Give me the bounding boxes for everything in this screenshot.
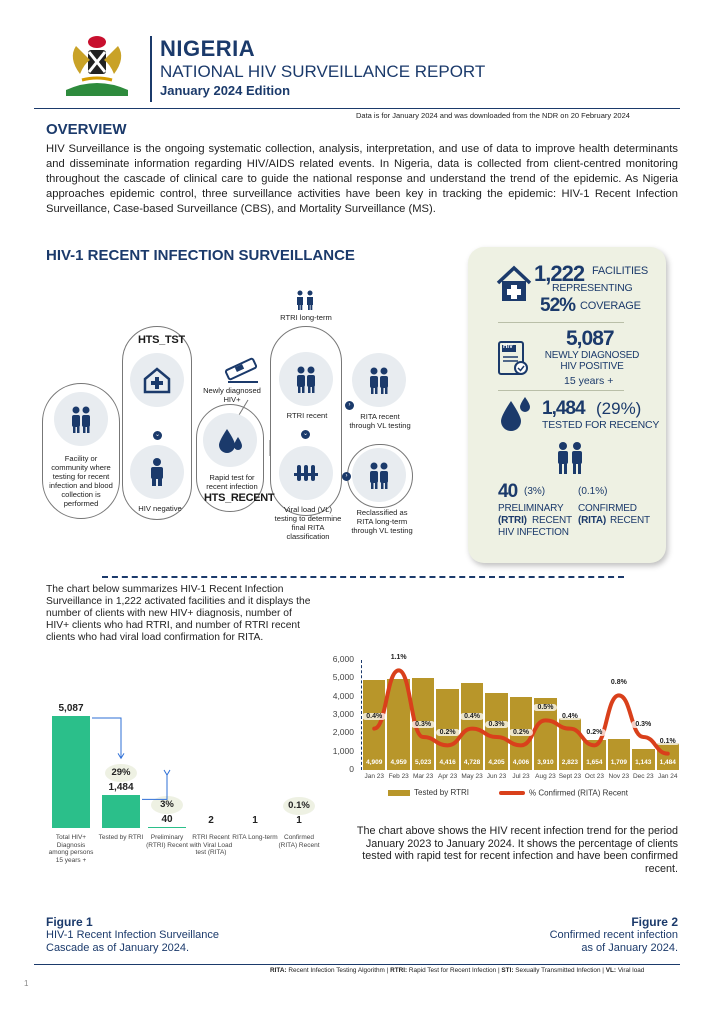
facilities-label: FACILITIES: [592, 265, 649, 277]
figure-2-caption: [500, 929, 678, 955]
trend-bar-label: 4,416: [439, 759, 456, 766]
figure-2-caption-line1: Confirmed recent infection: [549, 929, 678, 941]
x-tick-label: Aug 23: [535, 773, 556, 780]
y-tick-label: 0: [349, 764, 354, 774]
person-icon: [130, 445, 184, 499]
trend-bar-label: 5,023: [415, 759, 432, 766]
trend-line-label: 0.4%: [362, 713, 386, 720]
footer-rule: [34, 964, 680, 965]
chart-summary-text: The chart below summarizes HIV-1 Recent Infection Surveillance in 1,222 activated facilities and it displays the number of clients with new HIV+ diagnosis, number of HIV+ clients who had RTRI, and number of RTRI recent clients who had viral load confirmation for RITA.: [46, 584, 311, 643]
x-tick-label: Mar 23: [413, 773, 434, 780]
facility-text: Facility or community where testing for recent infection and blood collection is performed: [49, 454, 113, 508]
rita-recent-percent: (0.1%): [578, 486, 608, 497]
y-tick-label: 1,000: [332, 745, 354, 756]
cascade-connector-arrows: [40, 690, 330, 870]
age-label: 15 years +: [564, 375, 614, 387]
header-rule: [34, 108, 680, 109]
couple-reclassified-icon: [352, 448, 406, 502]
representing-label: REPRESENTING: [552, 282, 633, 294]
rtri-label-preliminary: PRELIMINARY: [498, 503, 564, 514]
trend-line-label: 0.3%: [411, 721, 435, 728]
cascade-category-label: Confirmed (RITA) Recent: [278, 834, 320, 849]
x-tick-label: May 23: [461, 773, 483, 780]
x-tick-label: Jun 23: [486, 773, 507, 780]
trend-bar-label: 3,910: [537, 759, 554, 766]
tested-label: TESTED FOR RECENCY: [542, 419, 660, 431]
figure-1-caption-line2: Cascade as of January 2024.: [46, 942, 190, 954]
recent-infection-heading: HIV-1 RECENT INFECTION SURVEILLANCE: [46, 247, 355, 264]
cascade-percent-badge: 0.1%: [283, 797, 315, 815]
trend-line-label: 0.3%: [485, 721, 509, 728]
section-divider: [102, 576, 624, 578]
newly-diagnosed-text: Newly diagnosed HIV+: [203, 386, 261, 404]
trend-combo-chart: [332, 652, 682, 804]
figure-2-title: Figure 2: [631, 915, 678, 929]
y-tick-label: 4,000: [332, 690, 354, 701]
rtri-label-infection: HIV INFECTION: [498, 527, 569, 538]
rita-recent-text: RITA recent through VL testing: [349, 412, 411, 430]
newly-diagnosed-number: 5,087: [566, 327, 614, 350]
rtri-recent-number: 40: [498, 481, 518, 502]
abbr-rita: RITA:: [270, 967, 287, 974]
trend-line-label: 0.4%: [460, 713, 484, 720]
report-country-title: NIGERIA: [160, 36, 256, 61]
report-title: NATIONAL HIV SURVEILLANCE REPORT: [160, 62, 486, 81]
chevron-right-icon: ›: [345, 401, 354, 410]
y-tick-label: 2,000: [332, 727, 354, 738]
trend-line-label: 0.8%: [607, 679, 631, 686]
facility-icon: [496, 265, 532, 303]
rita-label-abbr: (RITA): [578, 515, 607, 526]
trend-bar-label: 4,728: [463, 759, 481, 766]
facilities-number: 1,222: [534, 261, 585, 286]
trend-line-label: 0.2%: [436, 729, 460, 736]
page-number: 1: [24, 979, 29, 988]
y-tick-label: 3,000: [332, 709, 354, 719]
hiv-negative-text: HIV negative: [138, 504, 182, 513]
trend-line-label: 0.5%: [533, 704, 557, 711]
trend-line-label: 0.2%: [509, 729, 533, 736]
trend-line-label: 0.4%: [558, 713, 582, 720]
abbr-sti: STI:: [501, 967, 514, 974]
blood-drops-icon: [498, 395, 532, 433]
legend-label-bar: Tested by RTRI: [414, 788, 469, 798]
chevron-right-icon: ›: [342, 472, 351, 481]
stats-divider: [498, 322, 624, 323]
cascade-percent-badge: 29%: [105, 764, 137, 782]
cascade-value-label: 1: [252, 814, 258, 826]
rtri-recent-text: RTRI recent: [286, 411, 328, 420]
abbr-rita-def: Recent Infection Testing Algorithm: [288, 967, 385, 974]
report-edition: January 2024 Edition: [160, 83, 291, 98]
rtri-recent-percent: (3%): [524, 486, 546, 497]
cascade-category-label: RITA Long-term: [232, 834, 278, 841]
trend-bar-label: 1,484: [659, 759, 676, 766]
trend-bar-label: 1,143: [635, 759, 652, 766]
abbr-sti-def: Sexually Transmitted Infection: [515, 967, 601, 974]
test-tubes-icon: [279, 446, 333, 500]
trend-bar-label: 4,205: [488, 759, 505, 766]
legend-label-line: % Confirmed (RITA) Recent: [528, 788, 628, 798]
hts-recent-label: HTS_RECENT: [204, 492, 275, 504]
cascade-percent-badge: 3%: [151, 796, 183, 814]
rtri-label-recent: RECENT: [532, 515, 572, 526]
tested-number: 1,484: [542, 398, 585, 419]
trend-bar-label: 2,823: [561, 759, 579, 766]
cascade-value-label: 1: [296, 814, 302, 826]
figure-1-caption: [46, 929, 219, 955]
overview-text: HIV Surveillance is the ongoing systematic collection, analysis, interpretation, and use of data to improve health determinants and disseminate information regarding HIV/AIDS related events. In Nigeria, data is collected from client-centred monitoring throughout the cascade of clinical care to guide the national response and understand the trend of the epidemic. As Nigeria approaches epidemic control, three surveillance activities have been key in tracking the epidemic: HIV-1 Recent Infection Surveillance, Case-based Surveillance (CBS), and Mortality Surveillance (MS).: [46, 143, 678, 215]
key-stats-panel: [468, 247, 666, 563]
rapid-test-text: Rapid test for recent infection: [206, 473, 258, 491]
reclassified-text: Reclassified as RITA long-term through VL testing: [351, 508, 413, 535]
trend-bar-label: 4,006: [512, 759, 530, 766]
hts-tst-label: HTS_TST: [138, 334, 185, 346]
trend-line-label: 1.1%: [387, 654, 411, 661]
abbreviations-footer: RITA: Recent Infection Testing Algorithm | RTRI: Rapid Test for Recent Infection | STI: Sexually Transmitted Infection | VL: Viral load: [270, 967, 645, 974]
cascade-category-label: Preliminary (RTRI) Recent: [146, 834, 188, 849]
trend-bar-label: 4,959: [390, 759, 407, 766]
chevron-down-icon: ⌄: [302, 431, 309, 437]
chevron-down-icon: ⌄: [154, 432, 161, 438]
overview-heading: OVERVIEW: [46, 121, 127, 138]
clinic-icon: [130, 353, 184, 407]
trend-bar-label: 4,909: [366, 759, 383, 766]
trend-line-label: 0.3%: [631, 721, 655, 728]
y-tick-label: 5,000: [332, 672, 354, 683]
coverage-label: COVERAGE: [580, 300, 641, 312]
legend-swatch-bar: [388, 790, 410, 796]
x-tick-label: Oct 23: [584, 773, 604, 780]
rtri-label-abbr: (RTRI): [498, 515, 527, 526]
rita-label-recent: RECENT: [610, 515, 650, 526]
trend-line-label: 0.1%: [656, 738, 680, 745]
cascade-category-label: RTRI Recent with Viral Load test (RITA): [189, 834, 233, 856]
tested-percent: (29%): [596, 399, 642, 418]
y-tick-label: 6,000: [332, 654, 354, 664]
couple-recent-icon: [279, 352, 333, 406]
cascade-value-label: 40: [161, 814, 173, 826]
couple-longterm-icon: [293, 290, 317, 315]
trend-bar-label: 1,709: [610, 759, 627, 766]
coverage-percent: 52%: [540, 295, 576, 316]
couple-rita-icon: [352, 353, 406, 407]
x-tick-label: Dec 23: [632, 773, 654, 780]
abbr-vl: VL:: [605, 967, 617, 974]
cascade-value-label: 5,087: [58, 703, 84, 714]
cascade-bar-chart: [40, 690, 330, 870]
trend-bar-label: 1,654: [586, 759, 603, 766]
data-source-note: Data is for January 2024 and was downloaded from the NDR on 20 February 2024: [356, 111, 630, 120]
figure-1-title: Figure 1: [46, 915, 93, 929]
cascade-value-label: 1,484: [108, 782, 134, 794]
connector-arrow: [142, 774, 167, 799]
coat-of-arms-logo: [58, 32, 136, 102]
stats-divider: [498, 390, 624, 391]
newly-diagnosed-label: NEWLY DIAGNOSED HIV POSITIVE: [544, 350, 640, 372]
x-tick-label: Nov 23: [608, 773, 630, 780]
trend-line-label: 0.2%: [582, 729, 606, 736]
blood-drops-icon: [203, 413, 257, 467]
cascade-category-label: Tested by RTRI: [98, 834, 144, 841]
x-tick-label: Feb 23: [388, 773, 409, 780]
couple-icon: [54, 392, 108, 446]
rita-label-confirmed: CONFIRMED: [578, 503, 637, 514]
x-tick-label: Sept 23: [558, 773, 582, 780]
connector-arrow: [92, 718, 121, 757]
chart-legend: [388, 788, 668, 800]
abbr-vl-def: Viral load: [617, 967, 645, 974]
abbr-rtri: RTRI:: [390, 967, 408, 974]
confirmed-percent-line: [332, 652, 682, 804]
rtri-longterm-text: RTRI long-term: [280, 313, 332, 322]
cascade-value-label: 2: [208, 814, 214, 826]
abbr-rtri-def: Rapid Test for Recent Infection: [408, 967, 497, 974]
legend-swatch-line: [499, 791, 525, 795]
x-tick-label: Apr 23: [438, 773, 458, 780]
x-tick-label: Jul 23: [512, 773, 530, 780]
arrow-head: [164, 770, 170, 775]
viral-load-text: Viral load (VL) testing to determine final RITA classification: [274, 505, 342, 541]
test-kit-icon: [222, 352, 262, 384]
x-tick-label: Jan 23: [364, 773, 384, 780]
hiv-card-label: HIV: [503, 344, 514, 350]
figure-1-caption-line1: HIV-1 Recent Infection Surveillance: [46, 929, 220, 941]
header-divider: [150, 36, 152, 102]
trend-chart-description: The chart above shows the HIV recent infection trend for the period January 2023 to January 2024. It shows the percentage of clients tested with rapid test for recent infection and have been confirmed recent.: [356, 825, 678, 875]
couple-icon: [552, 441, 588, 475]
figure-2-caption-line2: as of January 2024.: [581, 942, 678, 954]
x-tick-label: Jan 24: [658, 773, 678, 780]
cascade-category-label: Total HIV+ Diagnosis among persons 15 years +: [48, 834, 94, 864]
